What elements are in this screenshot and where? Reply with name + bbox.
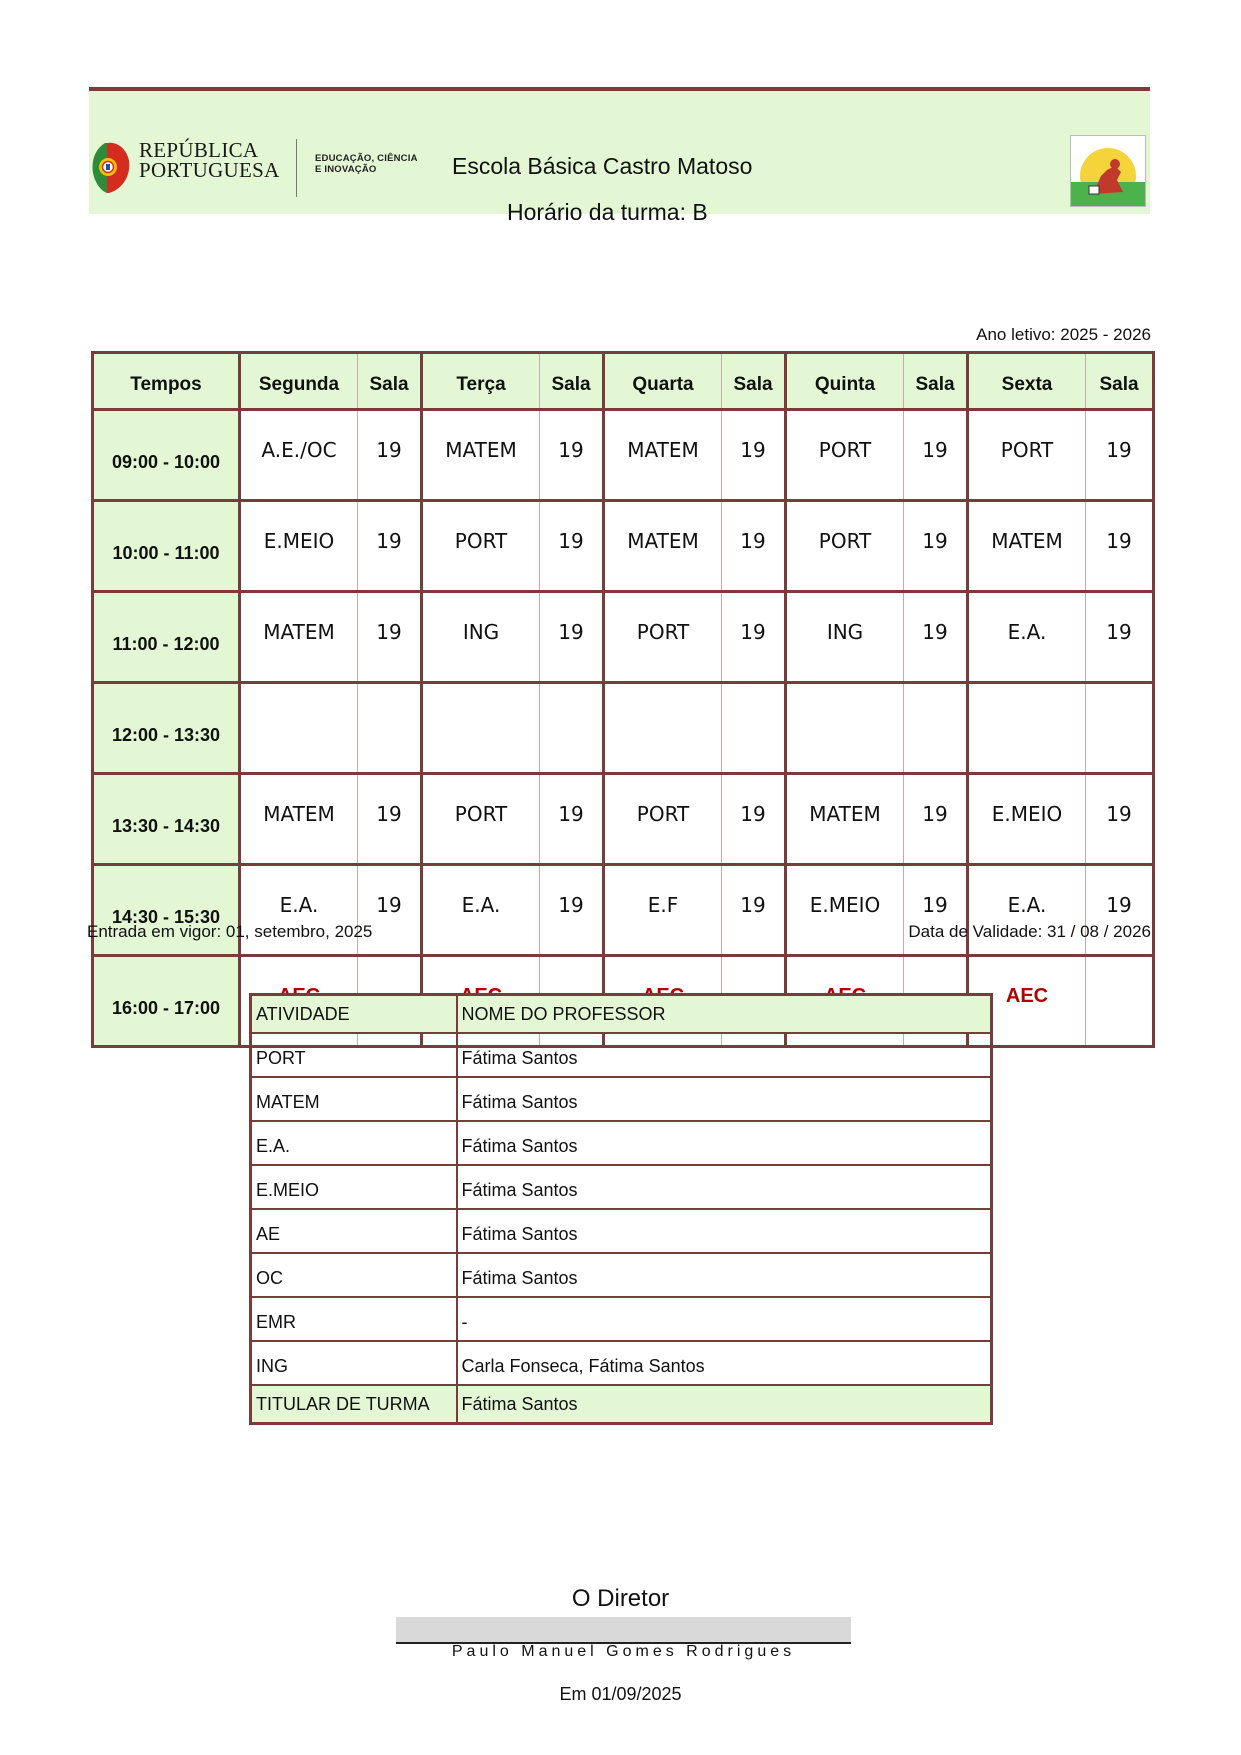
activity-cell: OC [251,1253,457,1297]
activity-cell: MATEM [251,1077,457,1121]
subject-cell: A.E./OC [240,410,358,501]
room-cell [1086,956,1154,1047]
activity-cell: PORT [251,1033,457,1077]
class-title: Horário da turma: B [507,199,708,225]
room-cell: 19 [540,410,604,501]
subject-cell: MATEM [240,592,358,683]
signature-box [396,1617,851,1644]
data-de-validade: Data de Validade: 31 / 08 / 2026 [908,922,1151,941]
room-cell: 19 [540,774,604,865]
teacher-cell: Fátima Santos [457,1209,992,1253]
teacher-cell: Fátima Santos [457,1121,992,1165]
schedule-table [91,351,1155,1048]
room-cell: 19 [358,410,422,501]
teacher-cell: Fátima Santos [457,1033,992,1077]
teacher-cell: Carla Fonseca, Fátima Santos [457,1341,992,1385]
col-header-sala: Sala [358,353,422,410]
teachers-header-row [251,995,992,1034]
aec-cell: AEC [968,956,1086,1047]
gov-name-line2: PORTUGUESA [139,158,280,182]
subject-cell: E.F [604,865,722,956]
room-cell: 19 [540,592,604,683]
activity-cell: E.MEIO [251,1165,457,1209]
activity-cell: AE [251,1209,457,1253]
col-header-sala: Sala [722,353,786,410]
subject-cell: MATEM [968,501,1086,592]
room-cell: 19 [1086,865,1154,956]
subject-cell: E.A. [968,865,1086,956]
subject-cell: E.MEIO [786,865,904,956]
room-cell: 19 [1086,774,1154,865]
room-cell: 19 [722,592,786,683]
schedule-row [93,501,1154,592]
schedule-row-lunch [93,683,1154,774]
teacher-cell: Fátima Santos [457,1253,992,1297]
room-cell: 19 [722,410,786,501]
table-row [251,1341,992,1385]
room-cell: 19 [540,501,604,592]
gov-logo-divider [296,139,297,197]
room-cell: 19 [904,774,968,865]
room-cell: 19 [1086,592,1154,683]
subject-cell [240,683,358,774]
diretor-label: O Diretor [571,1585,670,1612]
entrada-em-vigor: Entrada em vigor: 01, setembro, 2025 [87,922,373,941]
subject-cell: E.A. [968,592,1086,683]
subject-cell: PORT [968,410,1086,501]
room-cell [540,683,604,774]
teacher-cell: Fátima Santos [457,1077,992,1121]
ministry-name [315,153,418,175]
col-header-sala: Sala [540,353,604,410]
ano-letivo: Ano letivo: 2025 - 2026 [976,325,1151,344]
activity-cell: EMR [251,1297,457,1341]
room-cell [1086,683,1154,774]
table-row [251,1077,992,1121]
room-cell: 19 [358,865,422,956]
subject-cell [604,683,722,774]
schedule-row [93,410,1154,501]
subject-cell: E.MEIO [968,774,1086,865]
schedule-header-row [93,353,1154,410]
subject-cell: PORT [604,592,722,683]
table-row [251,1165,992,1209]
time-slot: 10:00 - 11:00 [93,501,240,592]
gov-name [139,140,280,180]
titular-teacher: Fátima Santos [457,1385,992,1424]
room-cell: 19 [904,592,968,683]
time-slot: 14:30 - 15:30 [93,865,240,956]
subject-cell: PORT [786,410,904,501]
room-cell: 19 [904,865,968,956]
room-cell: 19 [358,774,422,865]
room-cell: 19 [904,410,968,501]
col-header-quinta: Quinta [786,353,904,410]
subject-cell [786,683,904,774]
director-name: Paulo Manuel Gomes Rodrigues [451,1643,796,1660]
gov-name-line1: REPÚBLICA [139,138,259,162]
col-header-terca: Terça [422,353,540,410]
schedule-row [93,592,1154,683]
col-header-quarta: Quarta [604,353,722,410]
room-cell: 19 [1086,410,1154,501]
room-cell [722,683,786,774]
subject-cell: ING [786,592,904,683]
time-slot: 12:00 - 13:30 [93,683,240,774]
subject-cell: PORT [604,774,722,865]
subject-cell: PORT [422,774,540,865]
room-cell: 19 [722,774,786,865]
activity-cell: ING [251,1341,457,1385]
table-row [251,1121,992,1165]
room-cell: 19 [904,501,968,592]
col-header-sala: Sala [1086,353,1154,410]
subject-cell: MATEM [422,410,540,501]
table-row [251,1253,992,1297]
room-cell: 19 [358,592,422,683]
time-slot: 11:00 - 12:00 [93,592,240,683]
subject-cell [968,683,1086,774]
time-slot: 09:00 - 10:00 [93,410,240,501]
republica-portuguesa-logo [89,139,419,199]
titular-row [251,1385,992,1424]
portugal-flag-icon [91,139,131,195]
room-cell: 19 [1086,501,1154,592]
room-cell [904,683,968,774]
room-cell: 19 [358,501,422,592]
signature-date: Em 01/09/2025 [559,1684,682,1704]
col-header-sexta: Sexta [968,353,1086,410]
subject-cell: E.A. [422,865,540,956]
col-header-segunda: Segunda [240,353,358,410]
subject-cell: MATEM [240,774,358,865]
time-slot: 16:00 - 17:00 [93,956,240,1047]
col-header-tempos: Tempos [93,353,240,410]
subject-cell [422,683,540,774]
school-emblem-icon [1071,136,1145,206]
time-slot: 13:30 - 14:30 [93,774,240,865]
school-name: Escola Básica Castro Matoso [452,153,753,179]
schedule-row [93,774,1154,865]
teacher-cell: Fátima Santos [457,1165,992,1209]
room-cell: 19 [722,865,786,956]
header-band [89,87,1150,225]
table-row [251,1209,992,1253]
room-cell [358,683,422,774]
subject-cell: MATEM [604,410,722,501]
table-row [251,1033,992,1077]
subject-cell: E.MEIO [240,501,358,592]
teacher-cell: - [457,1297,992,1341]
col-header-atividade: ATIVIDADE [251,995,457,1034]
ministry-line1: EDUCAÇÃO, CIÊNCIA [315,153,418,164]
subject-cell: PORT [786,501,904,592]
subject-cell: ING [422,592,540,683]
col-header-nome-professor: NOME DO PROFESSOR [457,995,992,1034]
table-row [251,1297,992,1341]
school-logo [1070,135,1146,207]
teachers-table [249,993,993,1425]
activity-cell: E.A. [251,1121,457,1165]
room-cell: 19 [540,865,604,956]
subject-cell: E.A. [240,865,358,956]
subject-cell: MATEM [786,774,904,865]
room-cell: 19 [722,501,786,592]
subject-cell: PORT [422,501,540,592]
col-header-sala: Sala [904,353,968,410]
titular-label: TITULAR DE TURMA [251,1385,457,1424]
ministry-line2: E INOVAÇÃO [315,164,377,175]
subject-cell: MATEM [604,501,722,592]
